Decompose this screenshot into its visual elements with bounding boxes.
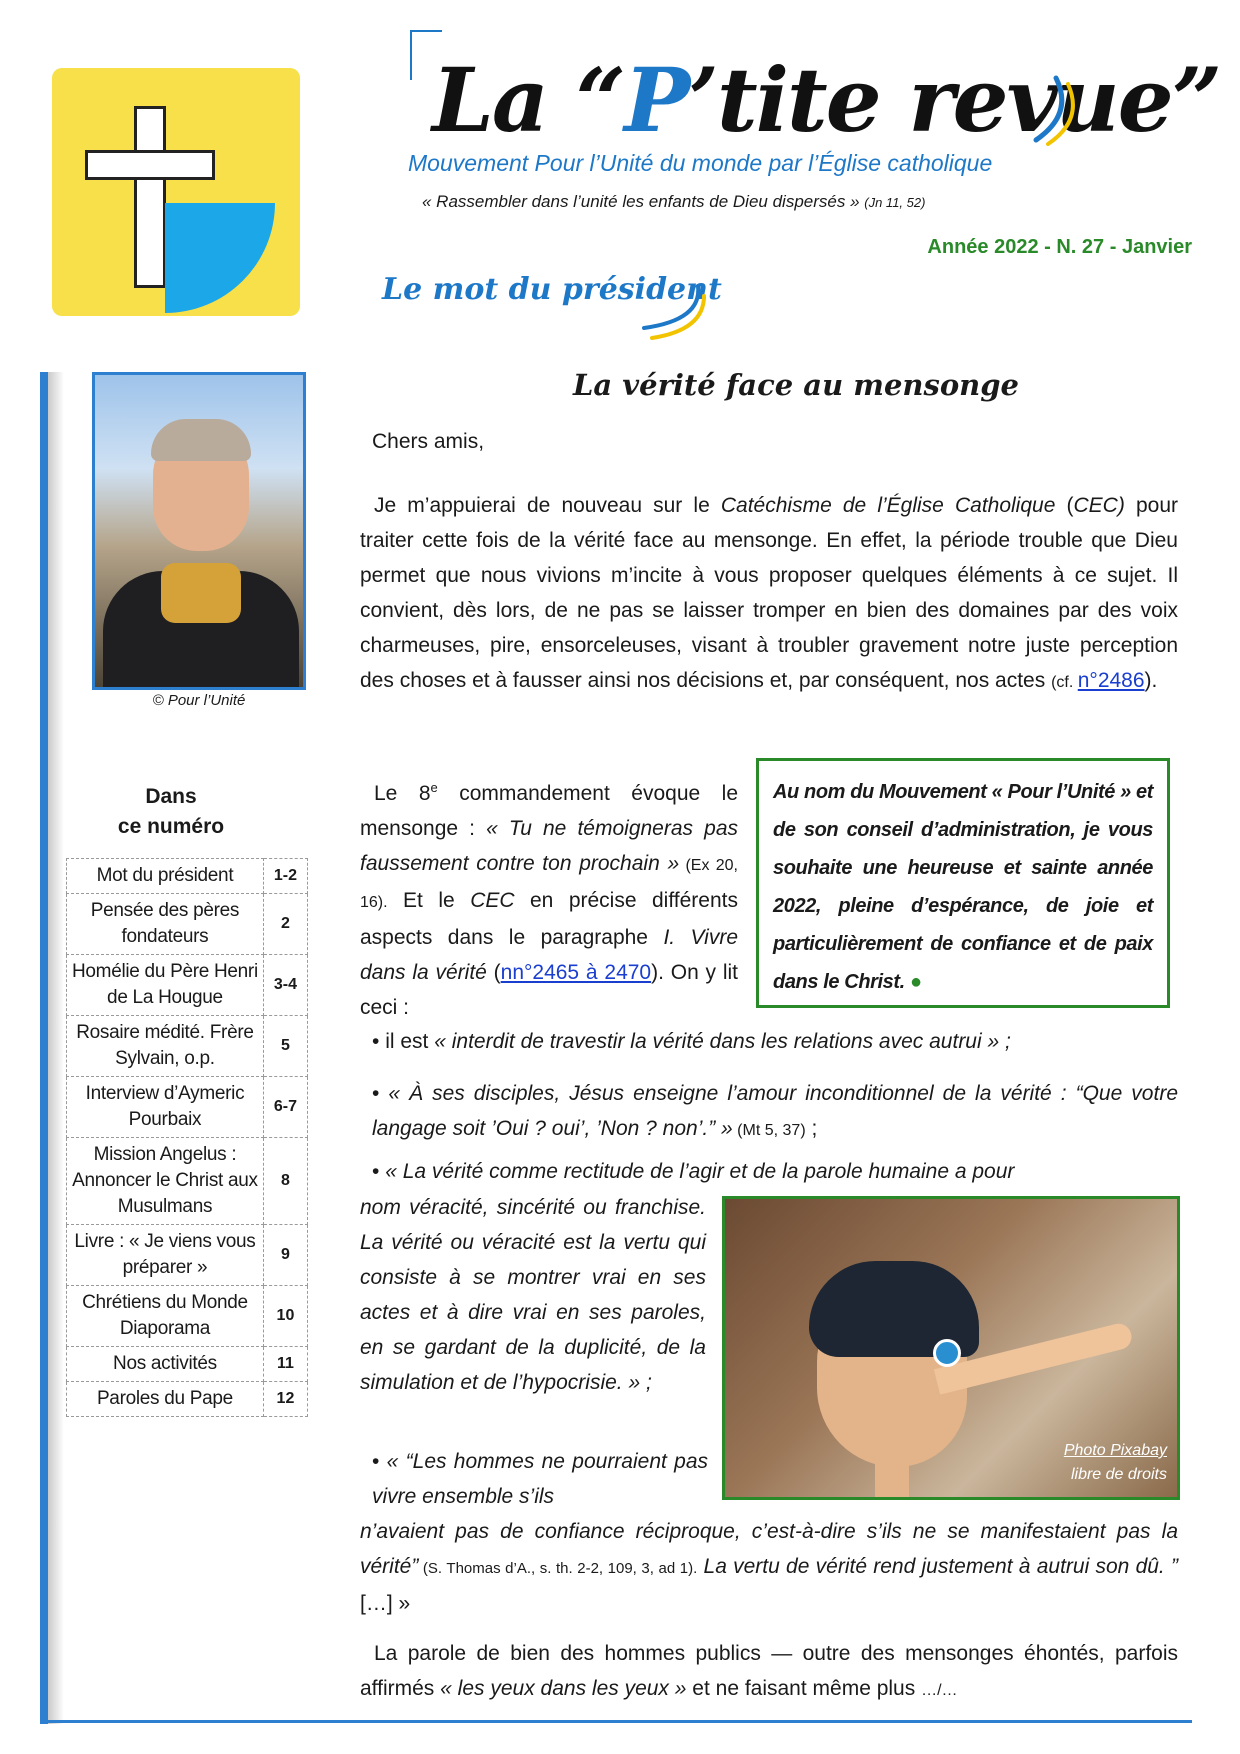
pinocchio-photo bbox=[722, 1196, 1180, 1500]
toc-pages: 2 bbox=[263, 894, 307, 955]
paragraph-1: Je m’appuierai de nouveau sur le Catéchisme de l’Église Catholique (CEC) pour traiter cette fois de la vérité face au mensonge. En effet, la période trouble que Dieu permet que nous vivions m’incite à vous proposer quelques éléments à ce sujet. Il convient, dès lors, de ne pas se laisser tromper en bien des domaines par des voix charmeuses, pire, ensorceleuses, visant à troubler gravement notre juste perception des choses et à fausser ainsi nos décisions et, par conséquent, nos actes (cf. n°2486). bbox=[360, 494, 1178, 692]
greeting: Chers amis, bbox=[372, 430, 485, 453]
toc-row bbox=[67, 1077, 308, 1138]
toc-title: Mission Angelus : Annoncer le Christ aux Musulmans bbox=[67, 1138, 264, 1225]
section-heading: Le mot du président bbox=[382, 272, 722, 307]
toc-row bbox=[67, 955, 308, 1016]
toc-row bbox=[67, 1225, 308, 1286]
toc-row bbox=[67, 1138, 308, 1225]
toc-row bbox=[67, 894, 308, 955]
swoosh-icon bbox=[1030, 74, 1090, 146]
journal-motto: « Rassembler dans l’unité les enfants de Dieu dispersés » (Jn 11, 52) bbox=[422, 192, 926, 211]
sidebar-rule bbox=[40, 372, 48, 1724]
issue-number: Année 2022 - N. 27 - Janvier bbox=[927, 236, 1192, 258]
toc-pages: 1-2 bbox=[263, 859, 307, 894]
toc-pages: 12 bbox=[263, 1382, 307, 1417]
toc-pages: 8 bbox=[263, 1138, 307, 1225]
toc-title: Interview d’Aymeric Pourbaix bbox=[67, 1077, 264, 1138]
journal-title: La “P’tite revue” bbox=[432, 48, 1221, 152]
toc-heading: Dans ce numéro bbox=[117, 785, 225, 838]
toc-title: Paroles du Pape bbox=[67, 1382, 264, 1417]
paragraph-last: La parole de bien des hommes publics — outre des mensonges éhontés, parfois affirmés « les yeux dans les yeux » et ne faisant même plus …/… bbox=[360, 1642, 1178, 1700]
president-photo bbox=[92, 372, 306, 690]
footer-rule bbox=[40, 1720, 1192, 1723]
toc-pages: 6-7 bbox=[263, 1077, 307, 1138]
toc-pages: 3-4 bbox=[263, 955, 307, 1016]
image-credit: Photo Pixabay libre de droits bbox=[1063, 1442, 1167, 1483]
new-year-wishes-box: Au nom du Mouvement « Pour l’Unité » et de son conseil d’administration, je vous souhaite une heureuse et sainte année 2022, pleine d’espérance, de joie et particulièrement de confiance et de paix dans le Christ. ● bbox=[756, 758, 1170, 1008]
toc-title: Nos activités bbox=[67, 1347, 264, 1382]
bullet-2: • « À ses disciples, Jésus enseigne l’amour inconditionnel de la vérité : “Que votre langage soit ’Oui ? oui’, ’Non ? non’.” » (Mt 5, 37) ; bbox=[372, 1082, 1178, 1140]
logo bbox=[52, 68, 300, 316]
toc-row bbox=[67, 1382, 308, 1417]
toc-pages: 9 bbox=[263, 1225, 307, 1286]
toc-row bbox=[67, 1347, 308, 1382]
photo-credit: © Pour l’Unité bbox=[152, 692, 246, 709]
article-title: La vérité face au mensonge bbox=[573, 368, 1019, 402]
cross-icon bbox=[134, 106, 166, 288]
toc-pages: 5 bbox=[263, 1016, 307, 1077]
green-dot-icon: ● bbox=[910, 971, 922, 993]
quarter-circle-icon bbox=[165, 203, 275, 313]
journal-subtitle: Mouvement Pour l’Unité du monde par l’Église catholique bbox=[408, 150, 993, 176]
section-swoosh-icon bbox=[638, 282, 708, 342]
toc-row bbox=[67, 859, 308, 894]
toc-pages: 10 bbox=[263, 1286, 307, 1347]
toc-row bbox=[67, 1016, 308, 1077]
bullet-4: • « “Les hommes ne pourraient pas vivre ensemble s’ils bbox=[372, 1450, 708, 1508]
paragraph-2: Le 8e commandement évoque le mensonge : « Tu ne témoigneras pas faussement contre ton prochain » (Ex 20, 16). Et le CEC en précise différents aspects dans le paragraphe I. Vivre dans la vérité (nn°2465 à 2470). On y lit ceci : bbox=[360, 780, 739, 1019]
ccc-2465-2470-link[interactable]: nn°2465 à 2470 bbox=[500, 961, 652, 984]
continued-marker: …/… bbox=[921, 1682, 958, 1699]
toc-title: Chrétiens du Monde Diaporama bbox=[67, 1286, 264, 1347]
bullet-4-continued: n’avaient pas de confiance réciproque, c’est-à-dire s’ils ne se manifestaient pas la vérité” (S. Thomas d’A., s. th. 2-2, 109, 3, ad 1). La vertu de vérité rend justement à autrui son dû. ” […] » bbox=[360, 1520, 1179, 1615]
toc-title: Livre : « Je viens vous préparer » bbox=[67, 1225, 264, 1286]
toc-title: Pensée des pères fondateurs bbox=[67, 894, 264, 955]
toc-pages: 11 bbox=[263, 1347, 307, 1382]
toc-title: Mot du président bbox=[67, 859, 264, 894]
toc-row bbox=[67, 1286, 308, 1347]
table-of-contents bbox=[66, 858, 308, 1417]
bullet-3-continued: nom véracité, sincérité ou franchise. La vérité ou véracité est la vertu qui consiste à se montrer vrai en ses actes et à dire vrai en ses paroles, en se gardant de la duplicité, de la simulation et de l’hypocrisie. » ; bbox=[360, 1196, 706, 1394]
toc-title: Rosaire médité. Frère Sylvain, o.p. bbox=[67, 1016, 264, 1077]
ccc-2486-link[interactable]: n°2486 bbox=[1077, 669, 1145, 692]
toc-title: Homélie du Père Henri de La Hougue bbox=[67, 955, 264, 1016]
bullet-3: • « La vérité comme rectitude de l’agir et de la parole humaine a pour bbox=[372, 1160, 1015, 1183]
bullet-1: • il est « interdit de travestir la vérité dans les relations avec autrui » ; bbox=[372, 1030, 1011, 1053]
